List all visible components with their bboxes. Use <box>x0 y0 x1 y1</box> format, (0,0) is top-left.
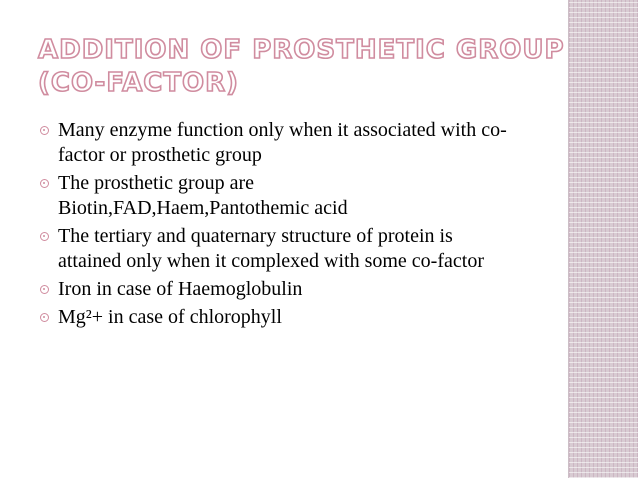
ring-bullet-icon <box>40 126 49 135</box>
bullet-list <box>40 118 510 333</box>
decorative-side-panel <box>568 0 638 478</box>
bullet-item <box>40 118 510 168</box>
bullet-text: The prosthetic group are Biotin,FAD,Haem,Pantothemic acid <box>58 172 348 219</box>
bullet-text: Iron in case of Haemoglobulin <box>58 278 303 300</box>
ring-bullet-icon <box>40 232 49 241</box>
ring-bullet-icon <box>40 285 49 294</box>
bullet-item <box>40 224 510 274</box>
bullet-item <box>40 305 510 330</box>
title-line-1: ADDITION OF PROSTHETIC GROUP <box>38 35 565 65</box>
ring-bullet-icon <box>40 313 49 322</box>
bullet-item <box>40 277 510 302</box>
ring-bullet-icon <box>40 179 49 188</box>
slide-title <box>38 34 565 100</box>
bullet-item <box>40 171 510 221</box>
title-line-2: (CO-FACTOR) <box>38 68 240 98</box>
bullet-text: The tertiary and quaternary structure of protein is attained only when it complexed with some co-factor <box>58 225 484 272</box>
bullet-text: Mg²+ in case of chlorophyll <box>58 306 282 328</box>
bullet-text: Many enzyme function only when it associated with co-factor or prosthetic group <box>58 119 507 166</box>
